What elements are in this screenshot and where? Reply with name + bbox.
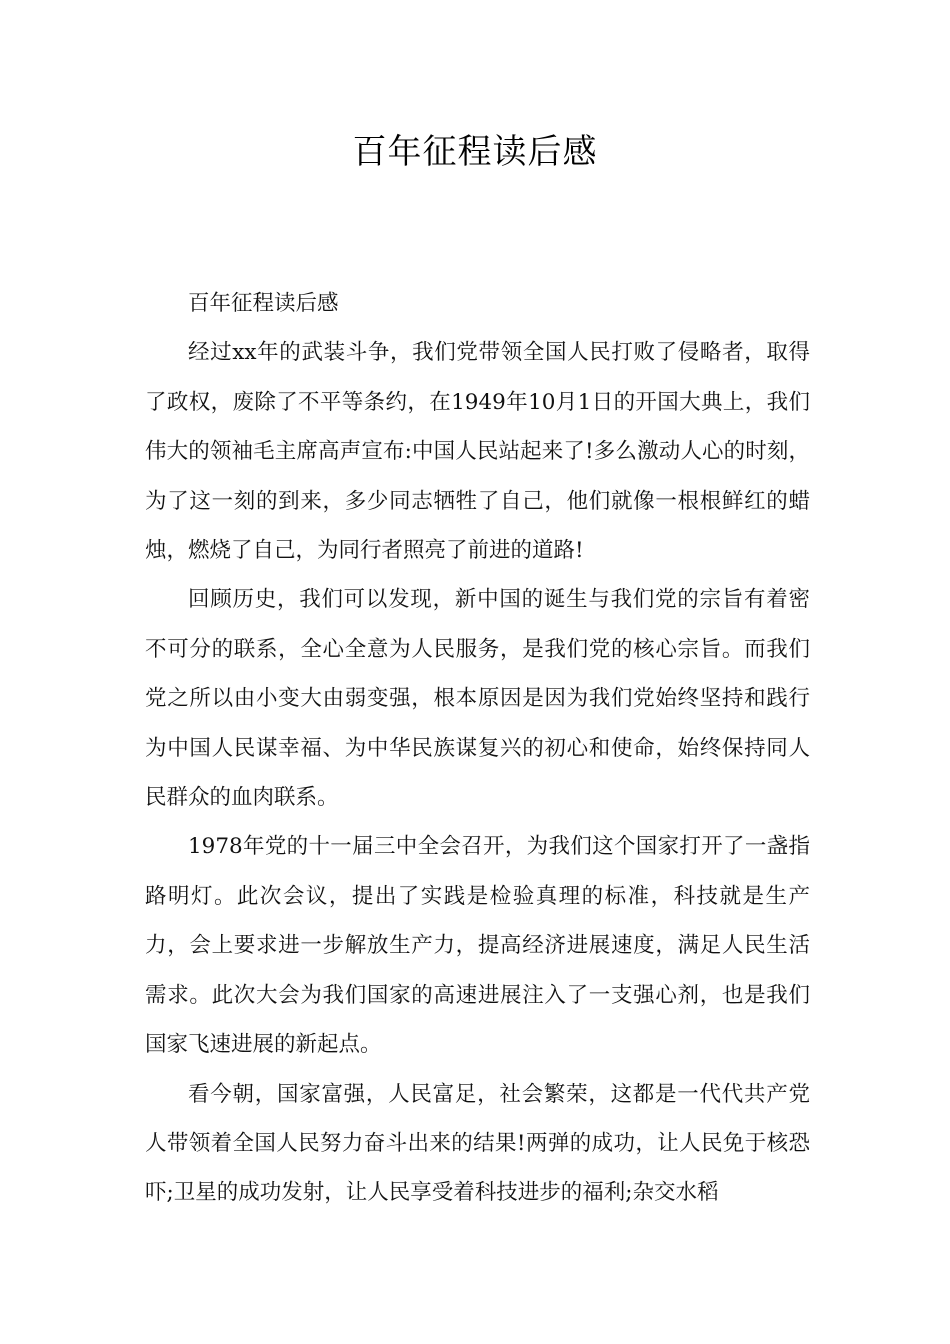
paragraph: 回顾历史，我们可以发现，新中国的诞生与我们党的宗旨有着密不可分的联系，全心全意为人民服务，是我们党的核心宗旨。而我们党之所以由小变大由弱变强，根本原因是因为我们党始终坚持和践行为中国人民谋幸福、为中华民族谋复兴的初心和使命，始终保持同人民群众的血肉联系。 (145, 587, 810, 811)
document-body (145, 279, 810, 1218)
paragraph: 1978年党的十一届三中全会召开，为我们这个国家打开了一盏指路明灯。此次会议，提出了实践是检验真理的标准，科技就是生产力，会上要求进一步解放生产力，提高经济进展速度，满足人民生活需求。此次大会为我们国家的高速进展注入了一支强心剂，也是我们国家飞速进展的新起点。 (145, 834, 810, 1058)
paragraph-subtitle: 百年征程读后感 (188, 291, 339, 316)
paragraph: 经过xx年的武装斗争，我们党带领全国人民打败了侵略者，取得了政权，废除了不平等条约，在1949年10月1日的开国大典上，我们伟大的领袖毛主席高声宣布:中国人民站起来了!多么激动人心的时刻，为了这一刻的到来，多少同志牺牲了自己，他们就像一根根鲜红的蜡烛，燃烧了自己，为同行者照亮了前进的道路! (145, 340, 810, 564)
document-title: 百年征程读后感 (352, 132, 598, 172)
paragraph: 看今朝，国家富强，人民富足，社会繁荣，这都是一代代共产党人带领着全国人民努力奋斗出来的结果!两弹的成功，让人民免于核恐吓;卫星的成功发射，让人民享受着科技进步的福利;杂交水稻 (145, 1081, 810, 1206)
